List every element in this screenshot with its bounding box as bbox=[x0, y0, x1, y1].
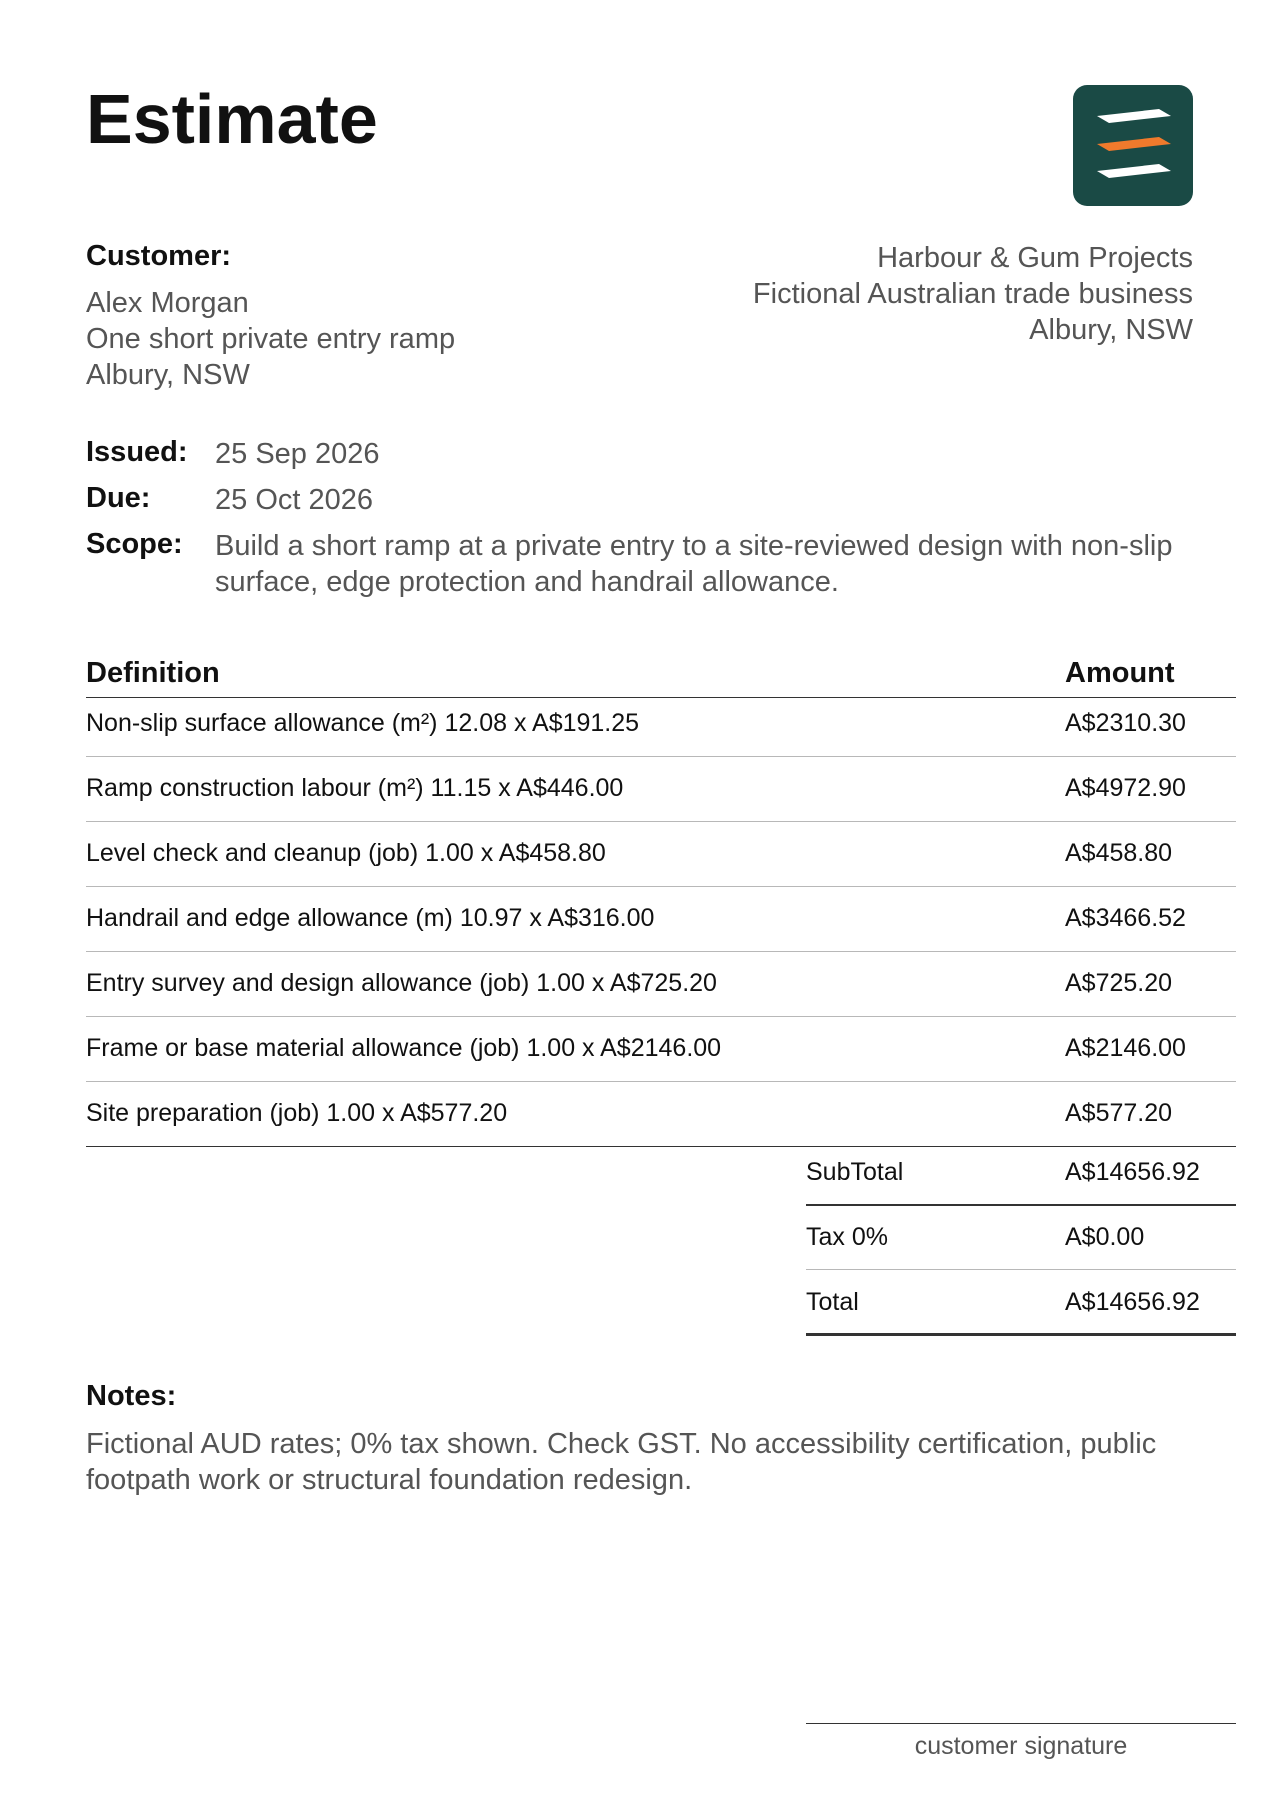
issued-label: Issued: bbox=[86, 436, 188, 468]
notes-text: Fictional AUD rates; 0% tax shown. Check GST. No accessibility certification, public footpath work or structural foundation redesign. bbox=[86, 1428, 1157, 1496]
subtotal-value: A$14656.92 bbox=[1065, 1158, 1200, 1186]
due-date: 25 Oct 2026 bbox=[215, 484, 373, 516]
business-description: Fictional Australian trade business bbox=[752, 278, 1193, 310]
total-rule bbox=[806, 1333, 1236, 1336]
line-item-amount: A$2146.00 bbox=[1065, 1034, 1186, 1062]
business-location: Albury, NSW bbox=[1029, 314, 1193, 346]
signature-line[interactable] bbox=[806, 1723, 1236, 1724]
business-details bbox=[753, 240, 1193, 348]
amount-header: Amount bbox=[1065, 657, 1175, 689]
due-label: Due: bbox=[86, 482, 151, 514]
line-item-amount: A$458.80 bbox=[1065, 839, 1173, 867]
tax-rule bbox=[806, 1269, 1236, 1270]
total-label: Total bbox=[806, 1288, 859, 1316]
tax-label: Tax 0% bbox=[806, 1223, 888, 1251]
customer-details bbox=[86, 285, 455, 393]
subtotal-label: SubTotal bbox=[806, 1158, 904, 1186]
notes-label: Notes: bbox=[86, 1380, 177, 1412]
row-divider bbox=[86, 1016, 1236, 1017]
stacked-layers-icon bbox=[1073, 85, 1193, 206]
company-logo bbox=[1073, 85, 1193, 206]
row-divider bbox=[86, 1146, 1236, 1147]
scope-label: Scope: bbox=[86, 528, 183, 560]
line-item-definition: Entry survey and design allowance (job) 1.00 x A$725.20 bbox=[86, 969, 717, 997]
customer-project: One short private entry ramp bbox=[86, 323, 456, 355]
signature-label: customer signature bbox=[914, 1732, 1128, 1760]
business-name: Harbour & Gum Projects bbox=[877, 242, 1193, 274]
line-item-amount: A$3466.52 bbox=[1065, 904, 1186, 932]
issued-date: 25 Sep 2026 bbox=[215, 438, 380, 470]
row-divider bbox=[86, 821, 1236, 822]
line-item-definition: Handrail and edge allowance (m) 10.97 x A$316.00 bbox=[86, 904, 655, 932]
row-divider bbox=[86, 756, 1236, 757]
line-item-definition: Ramp construction labour (m²) 11.15 x A$446.00 bbox=[86, 774, 624, 802]
customer-label: Customer: bbox=[86, 240, 232, 272]
line-item-definition: Frame or base material allowance (job) 1.00 x A$2146.00 bbox=[86, 1034, 722, 1062]
line-item-amount: A$4972.90 bbox=[1065, 774, 1186, 802]
subtotal-rule bbox=[806, 1204, 1236, 1206]
row-divider bbox=[86, 951, 1236, 952]
line-item-amount: A$725.20 bbox=[1065, 969, 1173, 997]
scope-text: Build a short ramp at a private entry to a site-reviewed design with non-slip surface, edge protection and handrail allowance. bbox=[215, 530, 1173, 598]
row-divider bbox=[86, 886, 1236, 887]
document-title: Estimate bbox=[86, 80, 378, 158]
line-item-amount: A$577.20 bbox=[1065, 1099, 1173, 1127]
row-divider bbox=[86, 1081, 1236, 1082]
line-item-definition: Site preparation (job) 1.00 x A$577.20 bbox=[86, 1099, 508, 1127]
customer-name: Alex Morgan bbox=[86, 287, 249, 319]
header-rule bbox=[86, 697, 1236, 698]
line-item-amount: A$2310.30 bbox=[1065, 709, 1186, 737]
line-item-definition: Level check and cleanup (job) 1.00 x A$458.80 bbox=[86, 839, 606, 867]
tax-value: A$0.00 bbox=[1065, 1223, 1145, 1251]
total-value: A$14656.92 bbox=[1065, 1288, 1200, 1316]
definition-header: Definition bbox=[86, 657, 220, 689]
line-item-definition: Non-slip surface allowance (m²) 12.08 x A$191.25 bbox=[86, 709, 640, 737]
customer-location: Albury, NSW bbox=[86, 359, 250, 391]
